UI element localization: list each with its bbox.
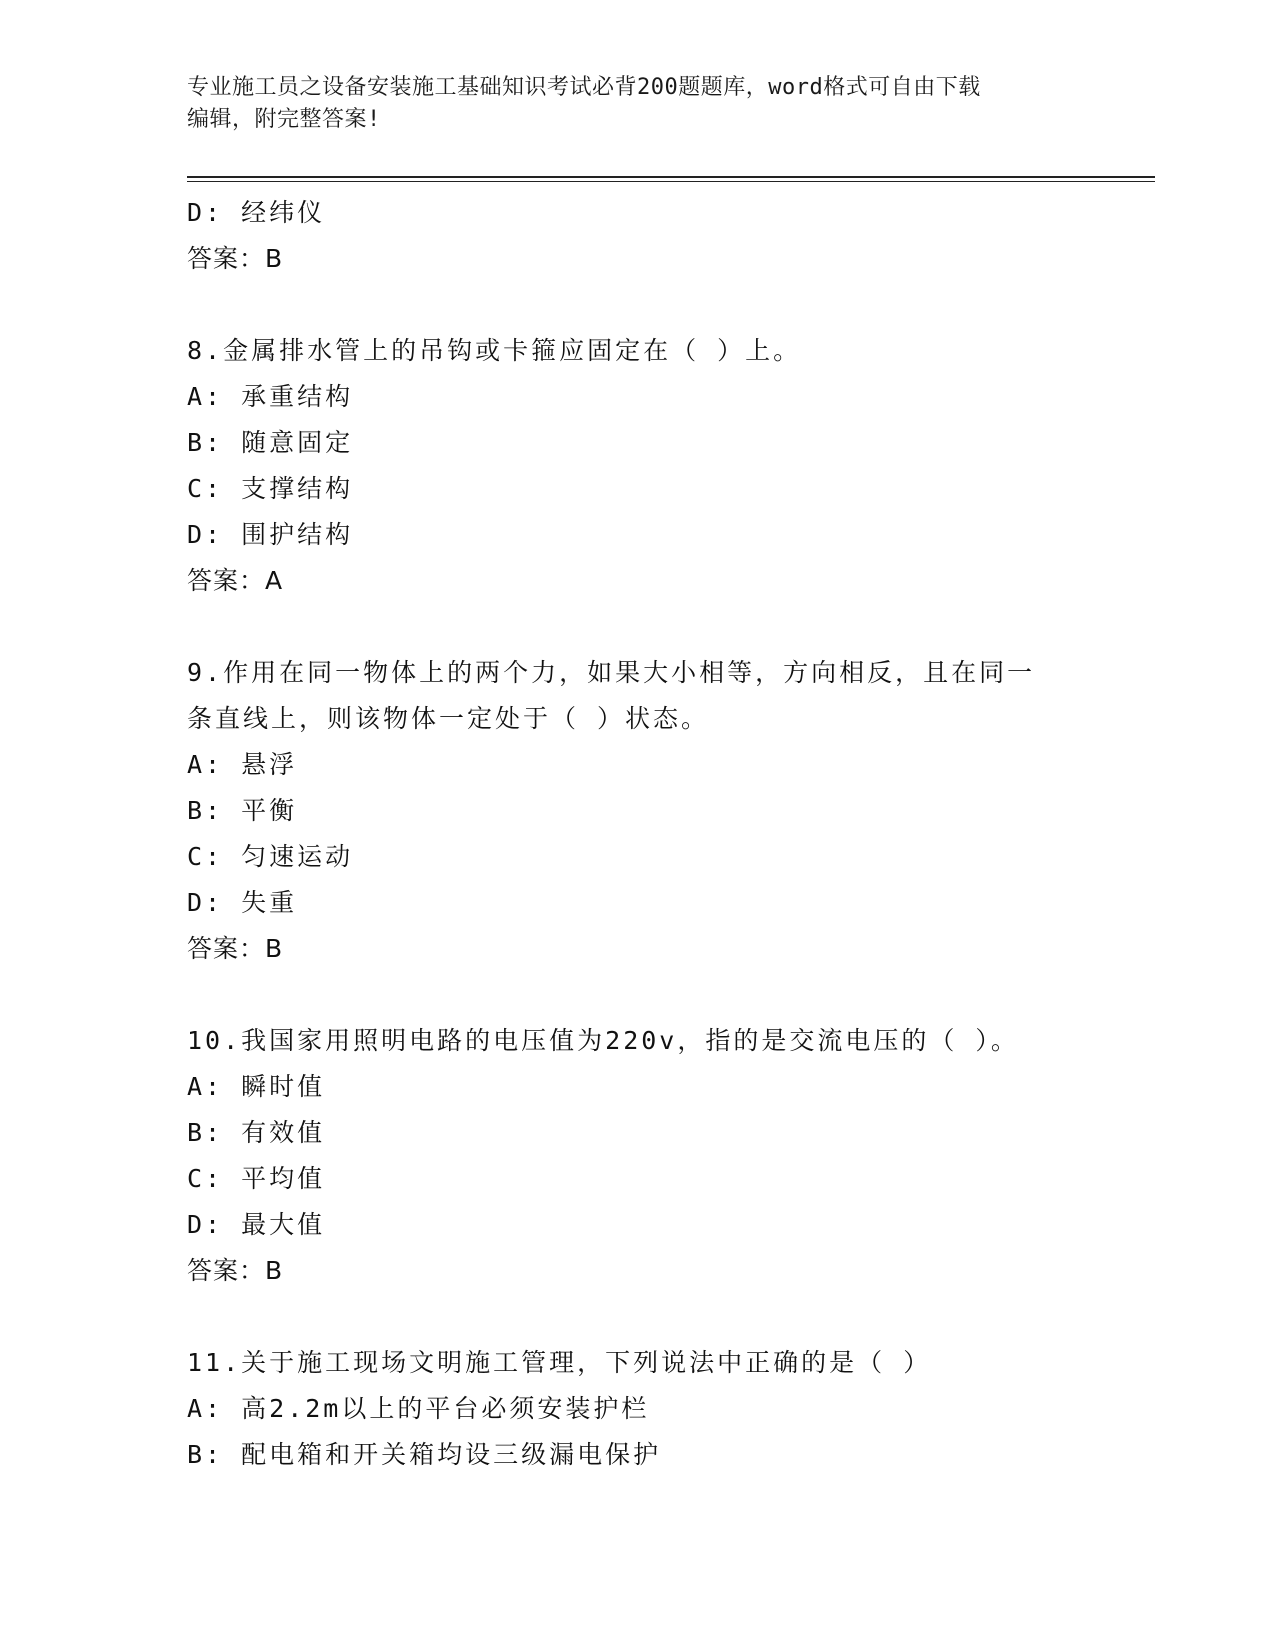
spacer <box>187 604 1155 650</box>
q10-option-a: A: 瞬时值 <box>187 1072 326 1101</box>
q9-option-b: B: 平衡 <box>187 796 298 825</box>
spacer <box>187 972 1155 1018</box>
spacer <box>187 282 1155 328</box>
q8-option-b: B: 随意固定 <box>187 428 354 457</box>
q10-option-b: B: 有效值 <box>187 1118 326 1147</box>
q8-answer: 答案：A <box>187 566 284 595</box>
q11-option-b: B: 配电箱和开关箱均设三级漏电保护 <box>187 1440 662 1469</box>
header-divider-thin <box>187 181 1155 182</box>
q8-stem: 8.金属排水管上的吊钩或卡箍应固定在（ ）上。 <box>187 336 802 365</box>
question-list <box>187 190 1155 1478</box>
spacer <box>187 1294 1155 1340</box>
q10-stem: 10.我国家用照明电路的电压值为220v，指的是交流电压的（ ）。 <box>187 1026 1019 1055</box>
q9-option-c: C: 匀速运动 <box>187 842 354 871</box>
q8-option-d: D: 围护结构 <box>187 520 354 549</box>
q7-answer: 答案：B <box>187 244 284 273</box>
q10-option-c: C: 平均值 <box>187 1164 326 1193</box>
q11-option-a: A: 高2.2m以上的平台必须安装护栏 <box>187 1394 650 1423</box>
header-line-2: 编辑，附完整答案! <box>187 107 381 132</box>
q9-stem-line-2: 条直线上，则该物体一定处于（ ）状态。 <box>187 704 710 733</box>
q8-option-a: A: 承重结构 <box>187 382 354 411</box>
q9-stem-line-1: 9.作用在同一物体上的两个力，如果大小相等，方向相反，且在同一 <box>187 658 1036 687</box>
q9-option-a: A: 悬浮 <box>187 750 298 779</box>
q11-stem: 11.关于施工现场文明施工管理，下列说法中正确的是（ ） <box>187 1348 932 1377</box>
header-divider-thick <box>187 176 1155 178</box>
q7-option-d: D: 经纬仪 <box>187 198 326 227</box>
q9-answer: 答案：B <box>187 934 284 963</box>
header-line-1: 专业施工员之设备安装施工基础知识考试必背200题题库，word格式可自由下载 <box>187 75 981 100</box>
document-header <box>187 72 1067 136</box>
q9-option-d: D: 失重 <box>187 888 298 917</box>
q10-option-d: D: 最大值 <box>187 1210 326 1239</box>
q8-option-c: C: 支撑结构 <box>187 474 354 503</box>
q10-answer: 答案：B <box>187 1256 284 1285</box>
